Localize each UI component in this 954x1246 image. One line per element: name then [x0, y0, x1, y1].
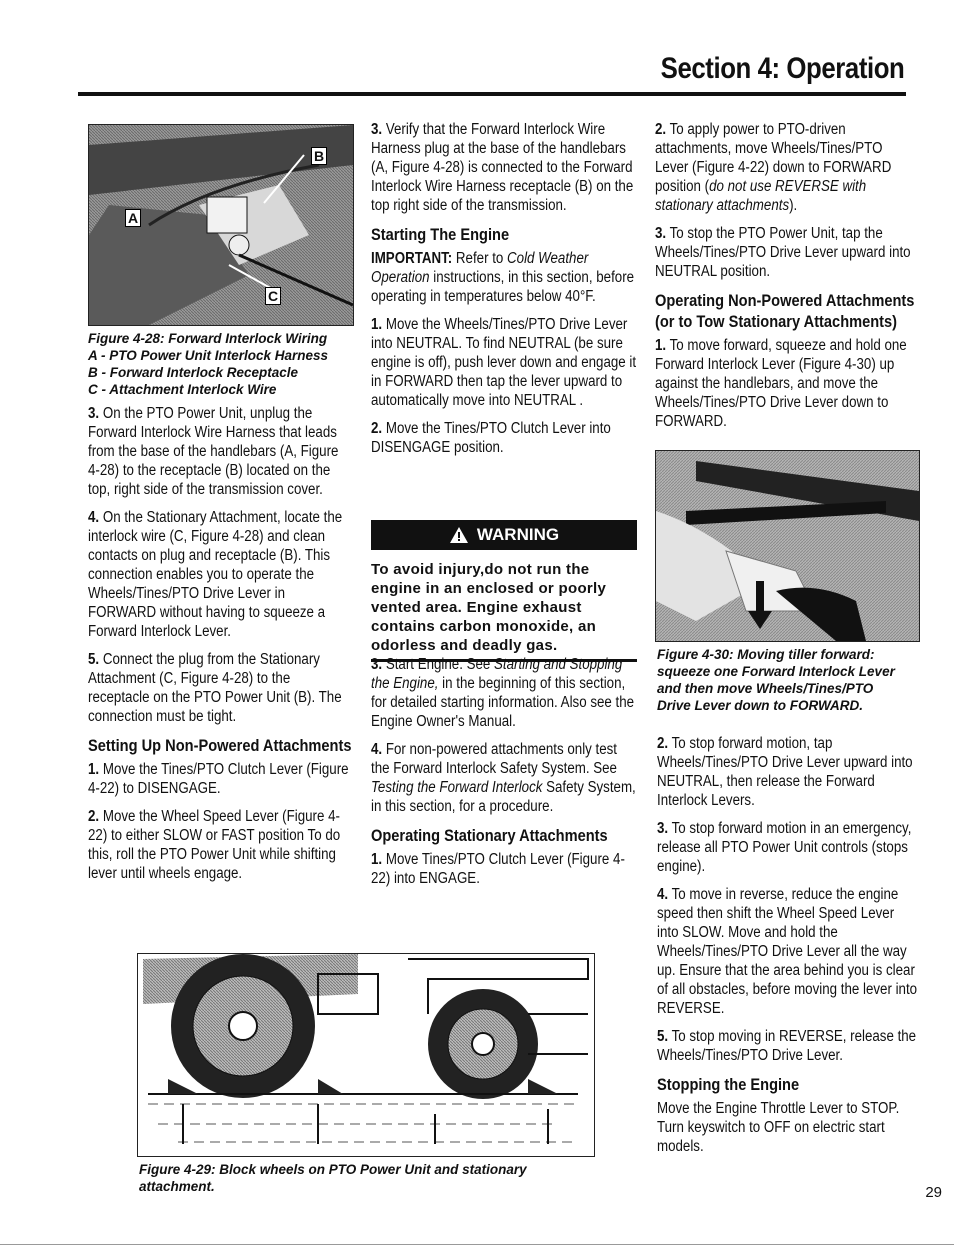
fig30-caption-line: Drive Lever down to FORWARD. — [657, 698, 864, 713]
fig28-caption-line: A - PTO Power Unit Interlock Harness — [88, 348, 329, 363]
heading-stationary: Operating Stationary Attachments — [371, 826, 608, 845]
col3-nonpowered-step-5: 5. To stop moving in REVERSE, release the Wheels/Tines/PTO Drive Lever. — [657, 1028, 917, 1064]
stopping-engine-text: Move the Engine Throttle Lever to STOP. Turn keyswitch to OFF on electric start models. — [657, 1100, 900, 1155]
col3-step-2: 2. To apply power to PTO-driven attachments, move Wheels/Tines/PTO Lever (Figure 4-22) down to FORWARD position (do not use REVERSE with stationary attachments). — [655, 121, 892, 214]
col2-start-step-4: 4. For non-powered attachments only test the Forward Interlock Safety System. See Testing the Forward Interlock Safety System, in this section, for a procedure. — [371, 741, 636, 815]
col2-start-step-3: 3. Start Engine. See Starting and Stopping the Engine, in the beginning of this section, for detailed starting information. Also see the Engine Owner's Manual. — [371, 656, 635, 730]
warning-label: WARNING — [476, 525, 560, 544]
heading-stopping-engine: Stopping the Engine — [657, 1075, 800, 1094]
col3-nonpowered-step-3: 3. To stop forward motion in an emergency, release all PTO Power Unit controls (stops engine). — [657, 820, 912, 875]
warning-header — [371, 520, 637, 550]
col2-start-step-1: 1. Move the Wheels/Tines/PTO Drive Lever into NEUTRAL. To find NEUTRAL (be sure engine is off), push lever down and engage it in FORWARD then tap the lever upward to automatically move into NEUTRAL . — [371, 316, 637, 409]
fig29-caption-line: Figure 4-29: Block wheels on PTO Power Unit and stationary — [139, 1162, 527, 1177]
col2-start-step-2: 2. Move the Tines/PTO Clutch Lever into DISENGAGE position. — [371, 420, 611, 456]
fig30-caption-line: and then move Wheels/Tines/PTO — [657, 681, 874, 696]
fig28-caption-line: B - Forward Interlock Receptacle — [88, 365, 299, 380]
figure-4-29 — [137, 953, 595, 1157]
fig30-caption-line: squeeze one Forward Interlock Lever — [657, 664, 895, 679]
figure-4-30 — [655, 450, 920, 642]
col3-step-3: 3. To stop the PTO Power Unit, tap the Wheels/Tines/PTO Drive Lever upward into NEUTRAL position. — [655, 225, 911, 280]
col1-setting-step-2: 2. Move the Wheel Speed Lever (Figure 4-22) to either SLOW or FAST position To do this, roll the PTO Power Unit while shifting lever until wheels engage. — [88, 808, 341, 882]
col1-step-3: 3. On the PTO Power Unit, unplug the Forward Interlock Wire Harness that leads from the base of the handlebars (A, Figure 4-28) to the receptacle (B) located on the top, right side of the transmission cover. — [88, 405, 339, 498]
figure-4-28 — [88, 124, 354, 326]
col3-nonpowered-step-4: 4. To move in reverse, reduce the engine speed then shift the Wheel Speed Lever into SLOW. Move and hold the Wheels/Tines/PTO Drive Lever all the way up. Ensure that the area behind you is clear of all obstacles, before moving the lever into REVERSE. — [657, 886, 918, 1017]
fig28-caption-line: Figure 4-28: Forward Interlock Wiring — [88, 331, 328, 346]
fig28-label-b: B — [311, 147, 327, 165]
header-rule — [78, 92, 906, 96]
page-number: 29 — [925, 1184, 942, 1201]
section-title: Section 4: Operation — [660, 52, 904, 85]
fig29-caption — [139, 1161, 599, 1195]
fig29-caption-line: attachment. — [139, 1179, 215, 1194]
important-note: IMPORTANT: Refer to Cold Weather Operation instructions, in this section, before operating in temperatures below 40°F. — [371, 250, 635, 305]
fig28-label-a: A — [125, 209, 141, 227]
col1-step-5: 5. Connect the plug from the Stationary Attachment (C, Figure 4-28) to the receptacle on the PTO Power Unit (B). The connection must be tight. — [88, 651, 342, 725]
col3-nonpowered-step-2: 2. To stop forward motion, tap Wheels/Tines/PTO Drive Lever upward into NEUTRAL, then release the Forward Interlock Levers. — [657, 735, 913, 809]
col1-setting-step-1: 1. Move the Tines/PTO Clutch Lever (Figure 4-22) to DISENGAGE. — [88, 761, 349, 797]
warning-triangle-icon — [449, 526, 469, 544]
fig30-caption — [657, 646, 919, 714]
warning-text: To avoid injury,do not run the engine in an enclosed or poorly vented area. Engine exhaust contains carbon monoxide, an odorless and deadly gas. — [371, 561, 607, 654]
fig28-label-c: C — [265, 287, 281, 305]
heading-setting-up: Setting Up Non-Powered Attachments — [88, 736, 352, 755]
fig30-caption-line: Figure 4-30: Moving tiller forward: — [657, 647, 875, 662]
fig28-caption — [88, 330, 354, 398]
heading-starting-engine: Starting The Engine — [371, 225, 510, 244]
col2-step-3: 3. Verify that the Forward Interlock Wire Harness plug at the base of the handlebars (A, Figure 4-28) is connected to the Forward Interlock Wire Harness receptacle (B) on the top right side of the transmission. — [371, 121, 634, 214]
fig28-caption-line: C - Attachment Interlock Wire — [88, 382, 277, 397]
bottom-rule — [0, 1244, 954, 1245]
col1-step-4: 4. On the Stationary Attachment, locate the interlock wire (C, Figure 4-28) and clean contacts on plug and receptacle (B). This connection enables you to operate the Wheels/Tines/PTO Drive Lever in FORWARD without having to squeeze a Forward Interlock Lever. — [88, 509, 343, 640]
col3-nonpowered-step-1: 1. To move forward, squeeze and hold one Forward Interlock Lever (Figure 4-30) up against the handlebars, and move the Wheels/Tines/PTO Drive Lever down to FORWARD. — [655, 337, 907, 430]
heading-non-powered: Operating Non-Powered Attachments (or to Tow Stationary Attachments) — [655, 291, 915, 331]
warning-box — [371, 520, 637, 662]
col2-stationary-step-1: 1. Move Tines/PTO Clutch Lever (Figure 4-22) into ENGAGE. — [371, 851, 625, 887]
